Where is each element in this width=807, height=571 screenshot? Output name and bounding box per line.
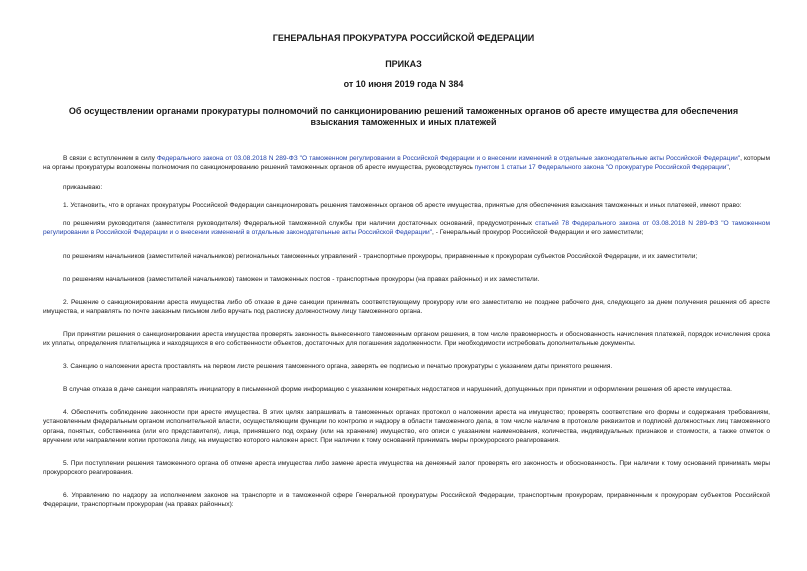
document-title: Об осуществлении органами прокуратуры полномочий по санкционированию решений таможенных органов об аресте имущества для обеспечения взыскания таможенных и иных платежей — [68, 106, 739, 127]
intro-text-2: , которым на органы прокуратуры возложены полномочия по санкционированию решений таможенных органов об аресте имущества, руководствуясь — [43, 155, 771, 172]
order-word: приказываю: — [63, 184, 103, 192]
paragraph-1c: по решениям начальников (заместителей начальников) таможен и таможенных постов - транспортные прокуроры (на правах районных) и их заместители. — [63, 275, 540, 283]
paragraph-3: 3. Санкцию о наложении ареста проставлять на первом листе решения таможенного органа, заверять ее подписью и печатью прокуратуры с указанием даты принятого решения. — [63, 363, 613, 371]
paragraph-3b: В случае отказа в даче санкции направлять инициатору в письменной форме информацию с указанием конкретных недостатков и нарушений, допущенных при принятии и оформлении решения об аресте имущества. — [63, 386, 732, 394]
paragraph-6: 6. Управлению по надзору за исполнением законов на транспорте и в таможенной сфере Генеральной прокуратуры Российской Федерации, транспортным прокурорам, приравненным к прокурорам субъектов Российской Федерации, транспортным прокурорам (на правах районных): — [43, 491, 770, 508]
intro-text-3: , — [728, 164, 731, 172]
issuer-heading: ГЕНЕРАЛЬНАЯ ПРОКУРАТУРА РОССИЙСКОЙ ФЕДЕРАЦИИ — [272, 33, 535, 43]
document-type-heading: ПРИКАЗ — [385, 59, 422, 69]
document-body — [43, 154, 770, 509]
article-78-link[interactable]: статьей 78 Федерального закона от 03.08.2018 N 289-ФЗ "О таможенном регулировании в Российской Федерации и о внесении изменений в отдельные законодательные акты Российской Федерации" — [43, 220, 771, 237]
paragraph-1b: по решениям начальников (заместителей начальников) региональных таможенных управлений - транспортные прокуроры, приравненные к прокурорам субъектов Российской Федерации, и их заместители; — [63, 252, 698, 260]
paragraph-2b: При принятии решения о санкционировании ареста имущества проверять законность вынесенного таможенным органом решения, в том числе правомерность и обоснованность начисления платежей, порядок исчисления срока их уплаты, определения плательщика и находящихся в его собственности объектов, достаточных для погашения задолженности. При необходимости истребовать дополнительные документы. — [43, 330, 770, 348]
p1a-text-2: , - Генеральный прокурор Российской Федерации и его заместители; — [432, 229, 644, 237]
paragraph-1: 1. Установить, что в органах прокуратуры Российской Федерации санкционировать решения таможенных органов об аресте имущества, принятые для обеспечения взыскания таможенных и иных платежей, имеют право: — [63, 202, 742, 210]
paragraph-2: 2. Решение о санкционировании ареста имущества либо об отказе в даче санкции принимать соответствующему прокурору или его заместителю не позднее рабочего дня, следующего за днем получения решения об аресте имущества, и направлять по почте заказным письмом либо вручать под расписку должностному лицу таможенного органа. — [43, 298, 770, 315]
paragraph-4: 4. Обеспечить соблюдение законности при аресте имущества. В этих целях запрашивать в таможенных органах протокол о наложении ареста на имущество; проверять соответствие его формы и содержания требованиям, установленным федеральным органом исполнительной власти, осуществляющим функции по контролю и надзору в области таможенного дела, в том числе наличие в протоколе реквизитов и подписей должностных лиц таможенного органа, понятых, собственника (или его представителя), лица, принявшего под охрану (или на хранение) имущество, его описи с указанием наименования, количества, индивидуальных признаков и стоимости, а также отметок о вручении или направлении копии протокола лицу, на имущество которого наложен арест. При наличии к тому оснований принимать меры прокурорского реагирования. — [43, 409, 770, 444]
p1a-text-1: по решениям руководителя (заместителя руководителя) Федеральной таможенной службы при наличии достаточных оснований, предусмотренных — [63, 220, 536, 228]
intro-text-1: В связи с вступлением в силу — [63, 155, 157, 162]
law-289-link[interactable]: Федерального закона от 03.08.2018 N 289-ФЗ "О таможенном регулировании в Российской Федерации и о внесении изменений в отдельные законодательные акты Российской Федерации" — [156, 155, 741, 162]
document-date-heading: от 10 июня 2019 года N 384 — [343, 79, 464, 89]
prosecutor-law-link[interactable]: пунктом 1 статьи 17 Федерального закона "О прокуратуре Российской Федерации" — [474, 164, 729, 172]
intro-paragraph — [43, 154, 770, 172]
paragraph-5: 5. При поступлении решения таможенного органа об отмене ареста имущества либо замене ареста имущества на денежный залог проверять его законность и обоснованность. При наличии к тому оснований принимать меры прокурорского реагирования. — [43, 459, 770, 476]
paragraph-1a — [43, 219, 770, 237]
